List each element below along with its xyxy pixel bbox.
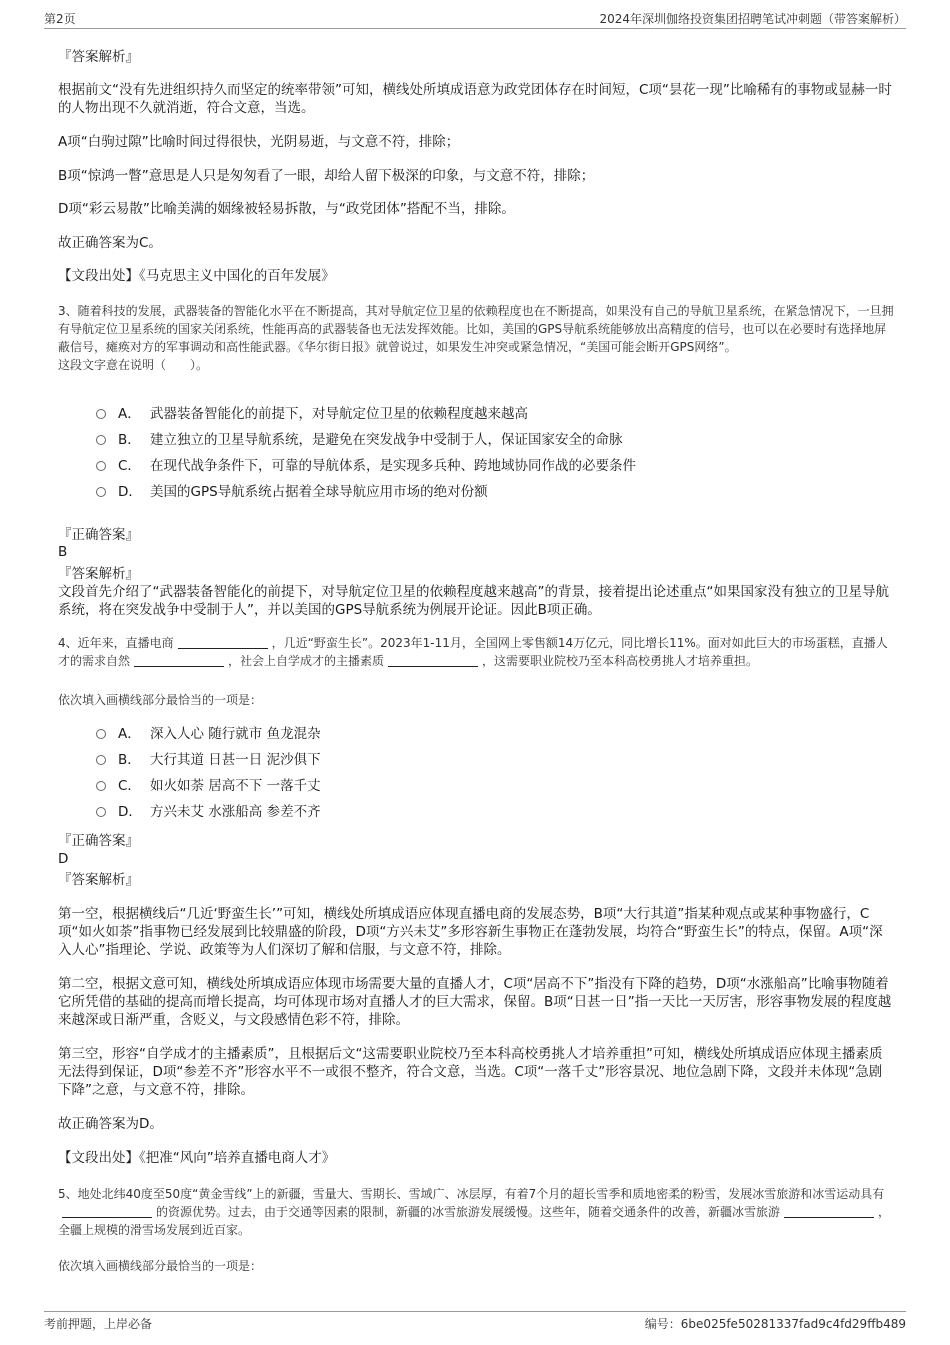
q2-analysis-p3: B项“惊鸿一瞥”意思是人只是匆匆看了一眼，却给人留下极深的印象，与文意不符，排除； [58,168,595,184]
q3-analysis-label: 『答案解析』 [58,566,139,582]
q4-answer-label: 『正确答案』 [58,833,139,849]
blank-3 [388,654,478,667]
q2-answer-conclusion: 故正确答案为C。 [58,235,162,251]
page-number: 第2页 [44,12,76,26]
q2-analysis-p2: A项“白驹过隙”比喻时间过得很快，光阴易逝，与文意不符，排除； [58,134,460,150]
q4-option-b[interactable]: B． 大行其道 日甚一日 泥沙俱下 [96,751,321,769]
q3-option-d[interactable]: D． 美国的GPS导航系统占据着全球导航应用市场的绝对份额 [96,483,488,501]
q4-answer: D [58,851,69,867]
q4-option-d[interactable]: D． 方兴未艾 水涨船高 参差不齐 [96,803,321,821]
radio-icon[interactable] [96,807,106,817]
document-id: 编号：6be025fe50281337fad9c4fd29ffb489 [644,1317,906,1331]
page-header [44,10,906,29]
q4-option-c[interactable]: C． 如火如荼 居高不下 一落千丈 [96,777,321,795]
radio-icon[interactable] [96,781,106,791]
q4-stem: 4、近年来，直播电商 ，几近“野蛮生长”。2023年1-11月，全国网上零售额14万亿元，同比增长11%。面对如此巨大的市场蛋糕，直播人才的需求自然 ，社会上自学成才的主播素质 ，这需要职业院校乃至本科高校勇挑人才培养重担。 [58,636,888,668]
q5-question: 依次填入画横线部分最恰当的一项是： [58,1259,263,1273]
blank-2 [784,1205,874,1218]
q3-answer: B [58,544,68,560]
blank-1 [178,636,268,649]
radio-icon[interactable] [96,461,106,471]
q4-answer-conclusion: 故正确答案为D。 [58,1116,163,1132]
q5-stem: 5、地处北纬40度至50度“黄金雪线”上的新疆，雪量大、雪期长、雪域广、冰层厚，有着7个月的超长雪季和质地密柔的粉雪，发展冰雪旅游和冰雪运动具有的资源优势。过去，由于交通等因素的限制，新疆的冰雪旅游发展缓慢。这些年，随着交通条件的改善，新疆冰雪旅游 ，全疆上规模的滑雪场发展到近百家。 [58,1187,891,1237]
q2-analysis-p1: 根据前文“没有先进组织持久而坚定的统率带领”可知，横线处所填成语意为政党团体存在时间短，C项“昙花一现”比喻稀有的事物或显赫一时的人物出现不久就消逝，符合文意，当选。 [58,82,892,116]
blank-2 [134,654,224,667]
q4-analysis-label: 『答案解析』 [58,872,139,888]
radio-icon[interactable] [96,487,106,497]
radio-icon[interactable] [96,755,106,765]
q3-option-c[interactable]: C． 在现代战争条件下，可靠的导航体系，是实现多兵种、跨地域协同作战的必要条件 [96,457,636,475]
q3-analysis: 文段首先介绍了“武器装备智能化的前提下，对导航定位卫星的依赖程度越来越高”的背景，接着提出论述重点“如果国家没有独立的卫星导航系统，将在突发战争中受制于人”，并以美国的GPS导航系统为例展开论证。因此B项正确。 [58,584,889,618]
q2-analysis-label: 『答案解析』 [58,49,139,65]
radio-icon[interactable] [96,409,106,419]
q4-analysis-p1: 第一空，根据横线后“几近‘野蛮生长’”可知，横线处所填成语应体现直播电商的发展态势，B项“大行其道”指某种观点或某种事物盛行，C项“如火如荼”指事物已经发展到比较鼎盛的阶段，D项“方兴未艾”多形容新生事物正在蓬勃发展，均符合“野蛮生长”的特点，保留。A项“深入人心”指理论、学说、政策等为人们深切了解和信服，与文意不符，排除。 [58,906,883,958]
q4-option-a[interactable]: A． 深入人心 随行就市 鱼龙混杂 [96,725,321,743]
q3-option-a[interactable]: A． 武器装备智能化的前提下，对导航定位卫星的依赖程度越来越高 [96,405,528,423]
footer-slogan: 考前押题，上岸必备 [44,1317,153,1331]
radio-icon[interactable] [96,435,106,445]
q3-stem: 3、随着科技的发展，武器装备的智能化水平在不断提高，其对导航定位卫星的依赖程度也在不断提高，如果没有自己的导航卫星系统，在紧急情况下，一旦拥有导航定位卫星系统的国家关闭系统，性能再高的武器装备也无法发挥效能。比如，美国的GPS导航系统能够放出高精度的信号，也可以在必要时有选择地屏蔽信号，瘫痪对方的军事调动和高性能武器。《华尔街日报》就曾说过，如果发生冲突或紧急情况，“美国可能会断开GPS网络”。 [58,304,894,354]
page-footer [44,1311,906,1331]
q2-source: 【文段出处】《马克思主义中国化的百年发展》 [58,268,335,284]
q4-analysis-p2: 第二空，根据文意可知，横线处所填成语应体现市场需要大量的直播人才，C项“居高不下”指没有下降的趋势，D项“水涨船高”比喻事物随着它所凭借的基础的提高而增长提高，均可体现市场对直播人才的巨大需求，保留。B项“日甚一日”指一天比一天厉害，形容事物发展的程度越来越深或日渐严重，含贬义，与文段感情色彩不符，排除。 [58,976,892,1028]
q4-analysis-p3: 第三空，形容“自学成才的主播素质”，且根据后文“这需要职业院校乃至本科高校勇挑人才培养重担”可知，横线处所填成语应体现主播素质无法得到保证，D项“参差不齐”形容水平不一或很不整齐，符合文意，当选。C项“一落千丈”形容景况、地位急剧下降，文段并未体现“急剧下降”之意，与文意不符，排除。 [58,1046,883,1098]
q3-answer-label: 『正确答案』 [58,527,139,543]
radio-icon[interactable] [96,729,106,739]
q3-question: 这段文字意在说明（ ）。 [58,358,209,372]
q2-analysis-p4: D项“彩云易散”比喻美满的姻缘被轻易拆散，与“政党团体”搭配不当，排除。 [58,201,515,217]
document-title: 2024年深圳伽络投资集团招聘笔试冲刺题（带答案解析） [599,12,906,26]
blank-1 [62,1205,152,1218]
q3-option-b[interactable]: B． 建立独立的卫星导航系统，是避免在突发战争中受制于人，保证国家安全的命脉 [96,431,623,449]
q4-source: 【文段出处】《把准“风向”培养直播电商人才》 [58,1150,336,1166]
q4-question: 依次填入画横线部分最恰当的一项是： [58,693,263,707]
